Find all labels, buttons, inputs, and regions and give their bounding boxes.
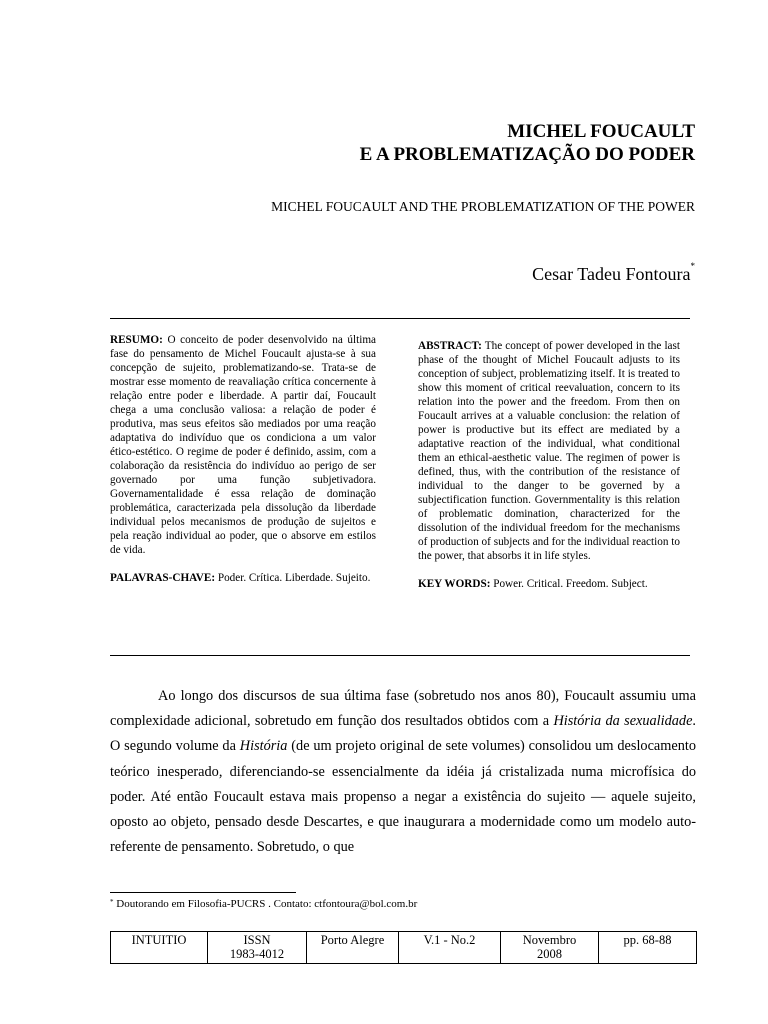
journal-cell: INTUITIO (111, 932, 208, 964)
key-words (418, 577, 680, 591)
abstract-text: The concept of power developed in the last phase of the thought of Michel Foucault adjusts to its conception of subject, problematizing itself. It is treated to show this moment of critical reevaluation, concern to its relation into the power and the freedom. From then on Foucault arrives at a valuable conclusion: the relation of power is productive but its effect are mediated by a adaptative reaction of the individual, what conditional them an ethical-aesthetic value. The regimen of power is defined, thus, with the contribution of the resistance of individual to the danger to be governed by a subjectification function. Governmentality is this relation of problematic domination, characterized for the dissolution of the individual freedom for the mechanisms of production of subjects and for the individual reaction to the power, that absorbs it in life styles. (418, 340, 680, 562)
author-byline (532, 261, 695, 285)
body-paragraph (110, 684, 696, 860)
abstract-top-rule (110, 318, 690, 319)
abstract-paragraph (418, 339, 680, 563)
journal-info-table (110, 931, 697, 964)
resumo-label: RESUMO: (110, 334, 163, 346)
body-text-part-3: (de um projeto original de sete volumes) consolidou um deslocamento teórico inesperado, diferenciando-se essencialmente da idéia já cristalizada numa microfísica do poder. Até então Foucault estava mais propenso a negar a existência do sujeito — aquele sujeito, oposto ao objeto, pensado desde Descartes, e que inaugurara a modernidade como um modelo auto-referente de pensamento. Sobretudo, o que (110, 738, 696, 856)
year: 2008 (537, 947, 562, 961)
resumo-paragraph (110, 333, 376, 557)
date-cell (501, 932, 599, 964)
author-footnote-mark: * (690, 261, 695, 271)
italic-historia-da-sexualidade: História da sexualidade (553, 713, 693, 730)
abstract-bottom-rule (110, 655, 690, 656)
issn-label: ISSN (243, 933, 271, 947)
city-cell: Porto Alegre (307, 932, 399, 964)
abstract-column (418, 339, 680, 591)
palavras-chave-text: Poder. Crítica. Liberdade. Sujeito. (217, 572, 371, 584)
author-name: Cesar Tadeu Fontoura (532, 264, 691, 284)
english-title: MICHEL FOUCAULT AND THE PROBLEMATIZATION OF THE POWER (271, 199, 695, 214)
issn-number: 1983-4012 (229, 947, 285, 961)
issn-cell (208, 932, 307, 964)
body-text-part-1: Ao longo dos discursos de sua última fase (sobretudo nos anos 80), Foucault assumiu uma complexidade adicional, sobretudo em função dos resultados obtidos com a (110, 688, 696, 730)
resumo-text: O conceito de poder desenvolvido na última fase do pensamento de Michel Foucault ajusta-se à sua concepção de sujeito, problematizando-se. Trata-se de mostrar esse momento de reavaliação crítica concernente à relação entre poder e liberdade. A partir daí, Foucault chega a uma conclusão valiosa: a relação de poder é produtiva, mas seus efeitos são mediados por uma reação adaptativa do indivíduo que os condiciona a um valor ético-estético. O regime de poder é definido, assim, com a colaboração da resistência do indivíduo ao perigo de ser governado por uma função subjetivadora. Governamentalidade é essa relação de dominação problemática, caracterizada pela dissolução da liberdade individual pelos mecanismos de produção de sujeitos e pela reação individual ao poder, que o absorve em estilos de vida. (110, 334, 377, 556)
volume-cell: V.1 - No.2 (399, 932, 501, 964)
month: Novembro (522, 933, 577, 947)
resumo-column (110, 333, 376, 585)
footnote-mark: * (110, 898, 114, 906)
footnote-text: Doutorando em Filosofia-PUCRS . Contato: ctfontoura@bol.com.br (113, 898, 418, 910)
paper-title (360, 120, 695, 166)
body-text-part-2: . O segundo volume da (110, 713, 696, 755)
title-line-2: E A PROBLEMATIZAÇÃO DO PODER (359, 144, 695, 165)
italic-historia: História (239, 738, 288, 755)
body-text (110, 684, 696, 860)
footnote (110, 898, 417, 910)
key-words-text: Power. Critical. Freedom. Subject. (493, 578, 648, 590)
pages-cell: pp. 68-88 (599, 932, 697, 964)
footnote-rule (110, 892, 296, 893)
palavras-chave-label: PALAVRAS-CHAVE: (110, 572, 216, 584)
table-row (111, 932, 697, 964)
palavras-chave (110, 571, 376, 585)
key-words-label: KEY WORDS: (418, 578, 491, 590)
title-line-1: MICHEL FOUCAULT (507, 121, 695, 142)
abstract-label: ABSTRACT: (418, 340, 482, 352)
